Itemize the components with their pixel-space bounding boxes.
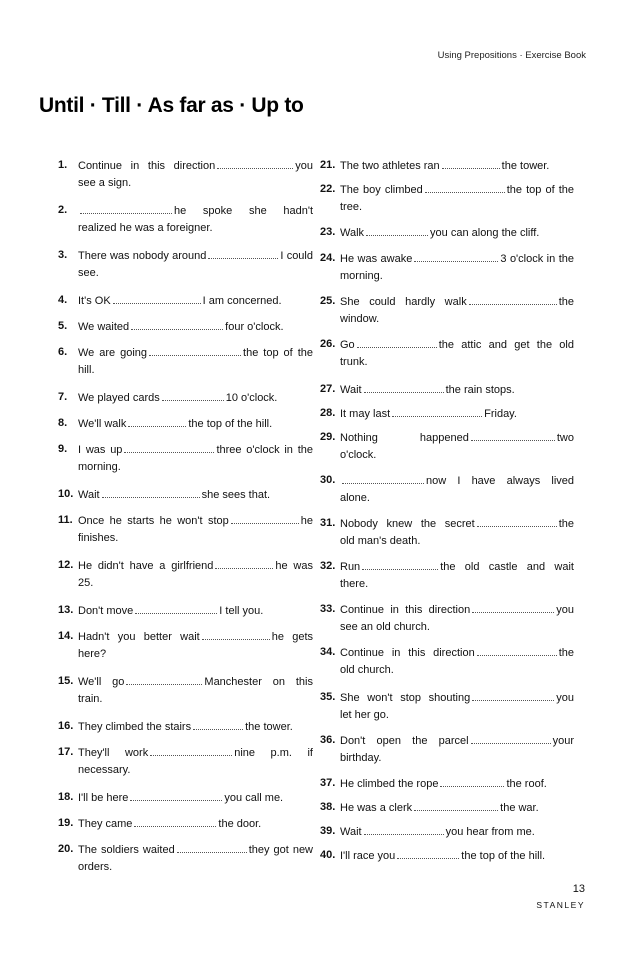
exercise-number: 28. xyxy=(320,407,336,419)
exercise-text xyxy=(78,628,313,663)
exercise-item xyxy=(58,718,313,736)
answer-blank[interactable] xyxy=(135,602,217,614)
exercise-number: 27. xyxy=(320,383,336,395)
answer-blank[interactable] xyxy=(397,847,459,859)
running-header: Using Prepositions · Exercise Book xyxy=(437,50,586,61)
exercise-item xyxy=(320,224,574,242)
answer-blank[interactable] xyxy=(124,441,214,453)
sentence-start: The two athletes ran xyxy=(340,160,440,172)
exercise-text xyxy=(340,847,574,865)
sentence-end: nine p.m. if necessary. xyxy=(78,747,313,776)
sentence-end: the tower. xyxy=(245,721,293,733)
exercise-item xyxy=(320,558,574,593)
answer-blank[interactable] xyxy=(414,799,498,811)
exercise-number: 12. xyxy=(58,559,74,571)
exercise-item xyxy=(58,247,313,282)
sentence-end: four o'clock. xyxy=(225,321,284,333)
sentence-end: the old castle and wait there. xyxy=(340,561,574,590)
exercise-number: 33. xyxy=(320,603,336,615)
sentence-end: two o'clock. xyxy=(340,432,574,461)
answer-blank[interactable] xyxy=(193,718,243,730)
sentence-start: The soldiers waited xyxy=(78,844,175,856)
sentence-start: Wait xyxy=(78,489,100,501)
sentence-start: Continue in this direction xyxy=(340,604,471,616)
exercise-text xyxy=(78,841,313,876)
exercise-item xyxy=(58,557,313,592)
answer-blank[interactable] xyxy=(231,512,299,524)
sentence-start: He didn't have a girlfriend xyxy=(78,560,214,572)
exercise-item xyxy=(320,601,574,636)
exercise-item xyxy=(320,644,574,679)
publisher-name: STANLEY xyxy=(536,900,585,910)
exercise-item xyxy=(320,515,574,550)
exercise-item xyxy=(58,292,313,310)
exercise-text xyxy=(78,512,313,547)
exercise-number: 1. xyxy=(58,159,68,171)
exercise-number: 36. xyxy=(320,734,336,746)
exercise-number: 35. xyxy=(320,691,336,703)
sentence-start: We played cards xyxy=(78,392,160,404)
exercise-item xyxy=(320,429,574,464)
answer-blank[interactable] xyxy=(471,429,555,441)
sentence-start: It may last xyxy=(340,408,391,420)
exercise-number: 38. xyxy=(320,801,336,813)
exercise-item xyxy=(58,486,313,504)
sentence-start: She won't stop shouting xyxy=(340,692,471,704)
exercise-item xyxy=(58,202,313,237)
exercise-number: 29. xyxy=(320,431,336,443)
sentence-start: He was a clerk xyxy=(340,802,413,814)
exercise-text xyxy=(78,744,313,779)
sentence-end: I tell you. xyxy=(219,605,264,617)
sentence-start: Hadn't you better wait xyxy=(78,631,200,643)
exercise-item xyxy=(320,250,574,285)
exercise-item xyxy=(320,823,574,841)
exercise-item xyxy=(58,602,313,620)
exercise-item xyxy=(320,799,574,817)
exercise-number: 8. xyxy=(58,417,68,429)
sentence-end: the top of the hill. xyxy=(461,850,546,862)
exercise-text xyxy=(340,429,574,464)
sentence-start: Nothing happened xyxy=(340,432,469,444)
exercise-item xyxy=(320,381,574,399)
answer-blank[interactable] xyxy=(472,601,554,613)
exercise-text xyxy=(78,486,313,504)
exercise-text xyxy=(78,557,313,592)
answer-blank[interactable] xyxy=(126,673,202,685)
exercise-item xyxy=(320,405,574,423)
answer-blank[interactable] xyxy=(162,389,224,401)
answer-blank[interactable] xyxy=(102,486,200,498)
sentence-start: Don't open the parcel xyxy=(340,735,469,747)
exercise-item xyxy=(320,689,574,724)
sentence-end: the war. xyxy=(500,802,539,814)
sentence-start: He climbed the rope xyxy=(340,778,439,790)
sentence-end: the old man's death. xyxy=(340,518,574,547)
sentence-end: the rain stops. xyxy=(445,384,515,396)
exercise-number: 21. xyxy=(320,159,336,171)
exercise-item xyxy=(320,181,574,216)
answer-blank[interactable] xyxy=(392,405,482,417)
sentence-start: It's OK xyxy=(78,295,111,307)
exercise-item xyxy=(58,415,313,433)
exercise-text xyxy=(340,823,574,841)
sentence-end: the top of the hill. xyxy=(78,347,313,376)
sentence-start: Walk xyxy=(340,227,365,239)
sentence-end: Friday. xyxy=(484,408,517,420)
sentence-start: They'll work xyxy=(78,747,149,759)
sentence-start: They came xyxy=(78,818,133,830)
answer-blank[interactable] xyxy=(131,318,223,330)
answer-blank[interactable] xyxy=(215,557,273,569)
answer-blank[interactable] xyxy=(342,472,424,484)
answer-blank[interactable] xyxy=(128,415,186,427)
exercise-number: 31. xyxy=(320,517,336,529)
exercise-item xyxy=(320,847,574,865)
exercise-number: 32. xyxy=(320,560,336,572)
answer-blank[interactable] xyxy=(366,224,428,236)
answer-blank[interactable] xyxy=(130,789,222,801)
exercise-number: 30. xyxy=(320,474,336,486)
answer-blank[interactable] xyxy=(362,558,438,570)
sentence-end: you call me. xyxy=(224,792,284,804)
exercise-text xyxy=(340,799,574,817)
answer-blank[interactable] xyxy=(134,815,216,827)
exercise-text xyxy=(340,293,574,328)
page-title: Until · Till · As far as · Up to xyxy=(39,94,304,117)
sentence-end: you see an old church. xyxy=(340,604,574,633)
exercise-text xyxy=(340,689,574,724)
answer-blank[interactable] xyxy=(471,732,551,744)
exercise-item xyxy=(58,628,313,663)
sentence-end: they got new orders. xyxy=(78,844,313,873)
sentence-start: Don't move xyxy=(78,605,134,617)
sentence-start: Wait xyxy=(340,384,362,396)
exercise-number: 34. xyxy=(320,646,336,658)
sentence-start: Go xyxy=(340,339,355,351)
sentence-start: Continue in this direction xyxy=(340,647,475,659)
exercise-text xyxy=(340,181,574,216)
exercise-item xyxy=(58,512,313,547)
exercise-text xyxy=(78,789,313,807)
exercise-text xyxy=(78,247,313,282)
exercise-text xyxy=(340,250,574,285)
sentence-start: I was up xyxy=(78,444,123,456)
exercise-text xyxy=(78,344,313,379)
answer-blank[interactable] xyxy=(440,775,504,787)
answer-blank[interactable] xyxy=(477,515,557,527)
exercise-text xyxy=(78,202,313,237)
exercise-text xyxy=(78,815,313,833)
exercise-number: 40. xyxy=(320,849,336,861)
exercise-item xyxy=(58,318,313,336)
answer-blank[interactable] xyxy=(357,336,437,348)
exercise-item xyxy=(58,673,313,708)
sentence-start: I'll be here xyxy=(78,792,129,804)
exercise-number: 2. xyxy=(58,204,68,216)
sentence-start: We'll walk xyxy=(78,418,127,430)
exercise-text xyxy=(78,157,313,192)
exercise-number: 22. xyxy=(320,183,336,195)
exercise-text xyxy=(78,318,313,336)
exercise-text xyxy=(78,718,313,736)
exercise-number: 25. xyxy=(320,295,336,307)
answer-blank[interactable] xyxy=(477,644,557,656)
sentence-end: you see a sign. xyxy=(78,160,313,189)
answer-blank[interactable] xyxy=(149,344,241,356)
exercise-text xyxy=(340,775,574,793)
sentence-end: he gets here? xyxy=(78,631,314,660)
answer-blank[interactable] xyxy=(425,181,505,193)
exercise-text xyxy=(340,405,574,423)
exercise-text xyxy=(78,602,313,620)
sentence-end: the tower. xyxy=(501,160,550,172)
exercise-number: 20. xyxy=(58,843,74,855)
exercise-item xyxy=(58,344,313,379)
exercise-number: 6. xyxy=(58,346,68,358)
exercise-text xyxy=(78,292,313,310)
sentence-end: 3 o'clock in the morning. xyxy=(340,253,574,282)
exercise-column-left xyxy=(58,157,313,884)
exercise-text xyxy=(340,644,574,679)
exercise-item xyxy=(320,336,574,371)
sentence-end: 10 o'clock. xyxy=(225,392,278,404)
exercise-item xyxy=(58,789,313,807)
answer-blank[interactable] xyxy=(177,841,247,853)
answer-blank[interactable] xyxy=(442,157,500,169)
sentence-end: the roof. xyxy=(506,778,547,790)
sentence-end: Manchester on this train. xyxy=(78,676,313,705)
page-number: 13 xyxy=(572,883,585,895)
exercise-item xyxy=(320,157,574,175)
answer-blank[interactable] xyxy=(469,293,557,305)
sentence-end: the old church. xyxy=(340,647,574,676)
sentence-end: the window. xyxy=(340,296,574,325)
answer-blank[interactable] xyxy=(364,381,444,393)
sentence-end: the door. xyxy=(218,818,262,830)
sentence-end: he finishes. xyxy=(78,515,313,544)
sentence-start: We'll go xyxy=(78,676,125,688)
exercise-item xyxy=(320,472,574,507)
exercise-column-right xyxy=(320,157,574,873)
exercise-number: 39. xyxy=(320,825,336,837)
exercise-text xyxy=(340,381,574,399)
exercise-text xyxy=(340,601,574,636)
sentence-end: your birthday. xyxy=(340,735,574,764)
sentence-start: Wait xyxy=(340,826,362,838)
exercise-item xyxy=(320,293,574,328)
sentence-start: She could hardly walk xyxy=(340,296,467,308)
sentence-end: you let her go. xyxy=(340,692,574,721)
exercise-item xyxy=(58,157,313,192)
sentence-end: I am concerned. xyxy=(202,295,282,307)
answer-blank[interactable] xyxy=(208,247,278,259)
sentence-start: Once he starts he won't stop xyxy=(78,515,229,527)
exercise-text xyxy=(340,224,574,242)
sentence-end: you can along the cliff. xyxy=(430,227,540,239)
exercise-text xyxy=(78,389,313,407)
answer-blank[interactable] xyxy=(202,628,270,640)
exercise-number: 15. xyxy=(58,675,74,687)
exercise-text xyxy=(340,515,574,550)
exercise-text xyxy=(340,732,574,767)
exercise-item xyxy=(58,441,313,476)
sentence-start: They climbed the stairs xyxy=(78,721,192,733)
exercise-number: 17. xyxy=(58,746,74,758)
sentence-start: I'll race you xyxy=(340,850,396,862)
exercise-text xyxy=(78,673,313,708)
answer-blank[interactable] xyxy=(217,157,293,169)
sentence-end: he spoke she hadn't realized he was a foreigner. xyxy=(78,205,313,234)
exercise-item xyxy=(320,775,574,793)
exercise-number: 19. xyxy=(58,817,74,829)
answer-blank[interactable] xyxy=(472,689,554,701)
exercise-number: 14. xyxy=(58,630,74,642)
sentence-end: she sees that. xyxy=(201,489,271,501)
sentence-start: We waited xyxy=(78,321,130,333)
exercise-number: 4. xyxy=(58,294,68,306)
exercise-number: 26. xyxy=(320,338,336,350)
exercise-number: 7. xyxy=(58,391,68,403)
exercise-number: 16. xyxy=(58,720,74,732)
sentence-start: Run xyxy=(340,561,361,573)
exercise-text xyxy=(340,157,574,175)
sentence-start: Continue in this direction xyxy=(78,160,216,172)
answer-blank[interactable] xyxy=(150,744,232,756)
sentence-end: the top of the tree. xyxy=(340,184,574,213)
sentence-start: He was awake xyxy=(340,253,413,265)
exercise-text xyxy=(78,415,313,433)
sentence-end: I could see. xyxy=(78,250,313,279)
exercise-item xyxy=(58,744,313,779)
exercise-number: 18. xyxy=(58,791,74,803)
sentence-end: now I have always lived alone. xyxy=(340,475,574,504)
exercise-number: 3. xyxy=(58,249,68,261)
answer-blank[interactable] xyxy=(113,292,201,304)
exercise-number: 13. xyxy=(58,604,74,616)
exercise-number: 10. xyxy=(58,488,74,500)
exercise-number: 37. xyxy=(320,777,336,789)
answer-blank[interactable] xyxy=(364,823,444,835)
sentence-end: he was 25. xyxy=(78,560,313,589)
sentence-start: We are going xyxy=(78,347,148,359)
sentence-start: There was nobody around xyxy=(78,250,207,262)
sentence-start: The boy climbed xyxy=(340,184,423,196)
sentence-end: the top of the hill. xyxy=(188,418,273,430)
sentence-end: you hear from me. xyxy=(445,826,535,838)
exercise-text xyxy=(340,472,574,507)
sentence-end: the attic and get the old trunk. xyxy=(340,339,574,368)
exercise-number: 24. xyxy=(320,252,336,264)
exercise-number: 11. xyxy=(58,514,73,526)
sentence-start: Nobody knew the secret xyxy=(340,518,475,530)
exercise-number: 9. xyxy=(58,443,68,455)
exercise-item xyxy=(320,732,574,767)
sentence-end: three o'clock in the morning. xyxy=(78,444,314,473)
answer-blank[interactable] xyxy=(80,202,172,214)
exercise-item xyxy=(58,815,313,833)
answer-blank[interactable] xyxy=(414,250,498,262)
exercise-number: 5. xyxy=(58,320,68,332)
exercise-number: 23. xyxy=(320,226,336,238)
exercise-text xyxy=(340,558,574,593)
exercise-item xyxy=(58,841,313,876)
exercise-text xyxy=(340,336,574,371)
exercise-item xyxy=(58,389,313,407)
exercise-text xyxy=(78,441,313,476)
